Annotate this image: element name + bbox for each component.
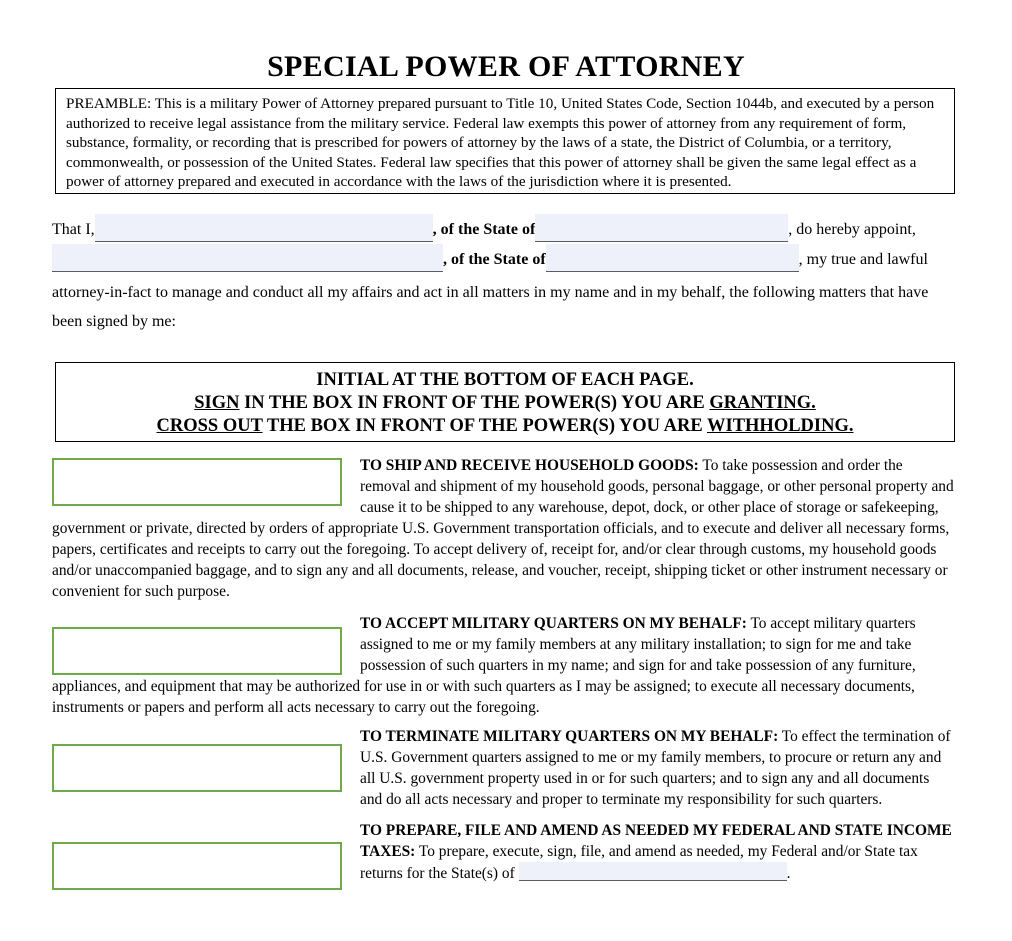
clause-heading-terminate-military-quarters: TO TERMINATE MILITARY QUARTERS ON MY BEHALF: [360,728,779,745]
signature-box-terminate-military-quarters[interactable] [52,744,342,792]
clause-heading-accept-military-quarters: TO ACCEPT MILITARY QUARTERS ON MY BEHALF: [360,615,747,632]
clause-body-terminate-military-quarters: To effect the termination of U.S. Government quarters assigned to me or my family members, to procure or return any and all U.S. government property used in or for such quarters; and to sign any and all documents and do all acts necessary and proper to terminate my responsibility for such quarters. [360,728,951,808]
instruction-line-2 [56,392,954,415]
instruction-box [55,362,955,442]
clause-prepare-file-taxes [52,820,955,890]
attorney-state-input[interactable] [546,244,799,272]
of-the-state-of-label-1: , of the State of [432,221,536,238]
clause-body-prepare-file-taxes-post: . [786,865,791,882]
grantor-state-input[interactable] [535,214,788,242]
clause-accept-military-quarters [52,613,955,718]
clause-body-accept-military-quarters: To accept military quarters assigned to me or my family members at any military installation; to sign for me and take possession of such quarters in my name; and sign for and take possession of any furniture, appliances, and equipment that may be authorized for use in or with such quarters as I may be assigned; to execute all necessary documents, instruments or papers and perform all acts necessary to carry out the foregoing. [52,615,916,716]
clause-terminate-military-quarters [52,726,955,810]
instruction-line-1: INITIAL AT THE BOTTOM OF EACH PAGE. [316,370,694,390]
my-true-and-lawful-label: , my true and lawful [798,251,928,268]
tax-state-input[interactable] [519,862,787,881]
clause-heading-prepare-file-taxes: TO PREPARE, FILE AND AMEND AS NEEDED MY FEDERAL AND STATE INCOME TAXES: [360,822,952,860]
intro-body-text: attorney-in-fact to manage and conduct all my affairs and act in all matters in my name and in my behalf, the following matters that have been signed by me: [52,284,929,330]
instruction-line-3-mid: THE BOX IN FRONT OF THE POWER(S) YOU ARE [262,416,707,436]
power-clauses-list [52,455,955,890]
intro-section [52,212,957,336]
attorney-row [52,242,957,272]
signature-box-accept-military-quarters[interactable] [52,627,342,675]
granting-emphasis: GRANTING. [709,393,816,413]
withholding-emphasis: WITHHOLDING. [707,416,854,436]
clause-ship-household-goods [52,455,955,602]
page-title: SPECIAL POWER OF ATTORNEY [267,50,745,83]
that-i-label: That I, [52,221,95,238]
clause-heading-ship-household-goods: TO SHIP AND RECEIVE HOUSEHOLD GOODS: [360,457,699,474]
grantor-row [52,212,957,242]
attorney-name-input[interactable] [52,244,443,272]
instruction-line-3 [56,415,954,438]
of-the-state-of-label-2: , of the State of [443,251,546,268]
preamble-text: PREAMBLE: This is a military Power of Attorney prepared pursuant to Title 10, United States Code, Section 1044b, and executed by a person authorized to receive legal assistance from the military service. Federal law exempts this power of attorney from any requirement of form, substance, formality, or recording that is prescribed for powers of attorney by the laws of a state, the District of Columbia, or a territory, commonwealth, or possession of the United States. Federal law specifies that this power of attorney shall be given the same legal effect as a power of attorney prepared and executed in accordance with the laws of the jurisdiction where it is presented. [66,95,935,191]
clause-body-ship-household-goods: To take possession and order the removal and shipment of my household goods, personal baggage, or other personal property and cause it to be shipped to any warehouse, depot, dock, or other place of storage or safekeeping, government or private, directed by orders of appropriate U.S. Government transportation officials, and to execute and deliver all necessary forms, papers, certificates and receipts to carry out the foregoing. To accept delivery of, receipt for, and/or clear through customs, my household goods and/or unaccompanied baggage, and to sign any and all documents, release, and voucher, receipt, shipping ticket or other instrument necessary or convenient for such purpose. [52,457,954,600]
sign-emphasis: SIGN [194,393,240,413]
instruction-line-2-mid: IN THE BOX IN FRONT OF THE POWER(S) YOU ARE [239,393,710,413]
signature-box-ship-household-goods[interactable] [52,458,342,506]
signature-box-prepare-file-taxes[interactable] [52,842,342,890]
cross-out-emphasis: CROSS OUT [156,416,263,436]
grantor-name-input[interactable] [95,214,433,242]
preamble-box [55,88,955,194]
do-hereby-appoint-label: , do hereby appoint, [788,221,916,238]
clause-body-prepare-file-taxes-pre: To prepare, execute, sign, file, and amend as needed, my Federal and/or State tax returns for the State(s) of [360,843,918,882]
